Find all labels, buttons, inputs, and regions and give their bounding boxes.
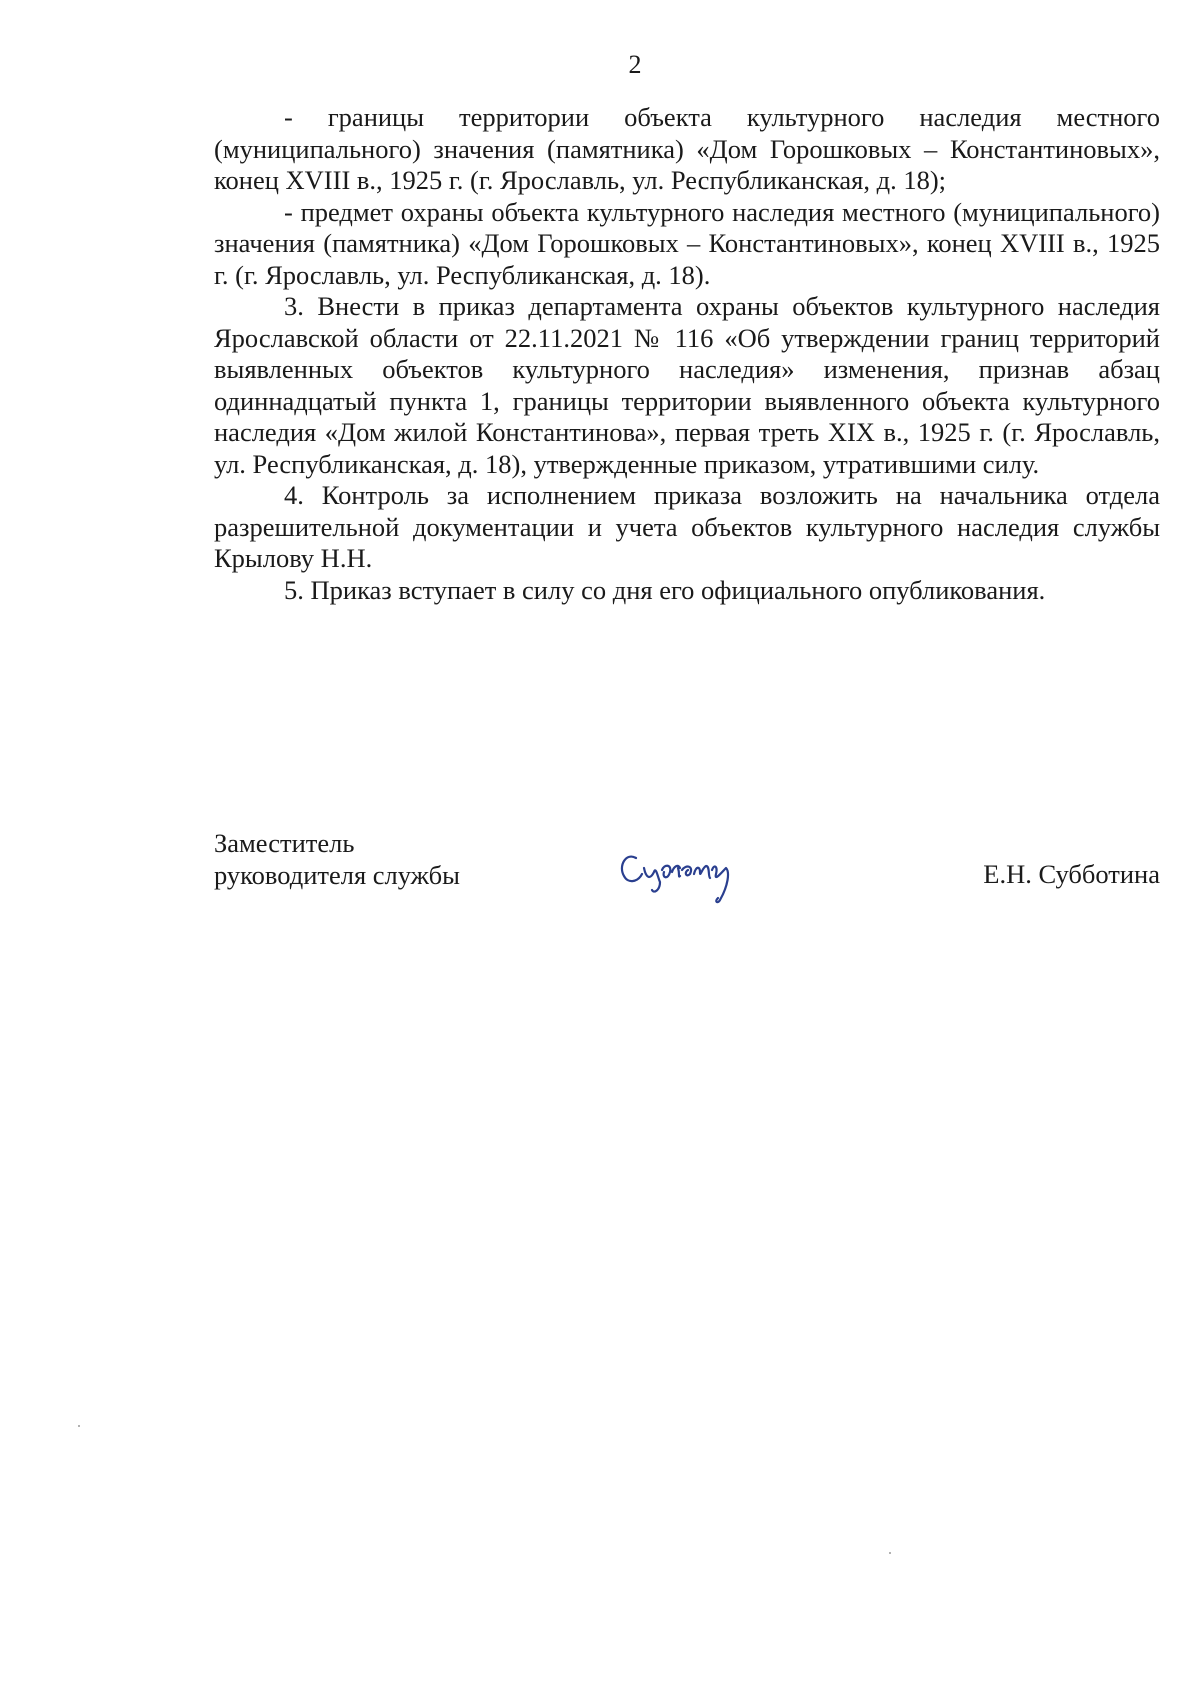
paragraph-item-5: 5. Приказ вступает в силу со дня его официального опубликования. [284,574,1046,605]
document-body [214,102,1160,606]
scan-speck [78,1425,80,1427]
signatory-position-line-1: Заместитель [214,828,355,858]
page-number: 2 [628,50,642,79]
signatory-position-line-2: руководителя службы [214,859,460,890]
handwritten-signature [614,838,774,908]
scan-speck [889,1552,891,1554]
paragraph-territory-boundaries: - границы территории объекта культурного наследия местного (муниципального) значения (памятника) «Дом Горошковых – Константиновых», конец XVIII в., 1925 г. (г. Ярославль, ул. Республиканская, д. 18); [214,102,1160,195]
signatory-position [214,828,460,891]
paragraph-item-4: 4. Контроль за исполнением приказа возложить на начальника отдела разрешительной документации и учета объектов культурного наследия службы Крылову Н.Н. [214,480,1160,573]
paragraph-protection-subject: - предмет охраны объекта культурного наследия местного (муниципального) значения (памятника) «Дом Горошковых – Константиновых», конец XVIII в., 1925 г. (г. Ярославль, ул. Республиканская, д. 18). [214,196,1160,290]
paragraph-item-3: 3. Внести в приказ департамента охраны объектов культурного наследия Ярославской области от 22.11.2021 № 116 «Об утверждении границ территорий выявленных объектов культурного наследия» изменения, признав абзац одиннадцатый пункта 1, границы территории выявленного объекта культурного наследия «Дом жилой Константинова», первая треть XIX в., 1925 г. (г. Ярославль, ул. Республиканская, д. 18), утвержденные приказом, утратившими силу. [214,291,1160,479]
signature-block [214,828,1160,948]
signatory-name: Е.Н. Субботина [983,859,1160,889]
